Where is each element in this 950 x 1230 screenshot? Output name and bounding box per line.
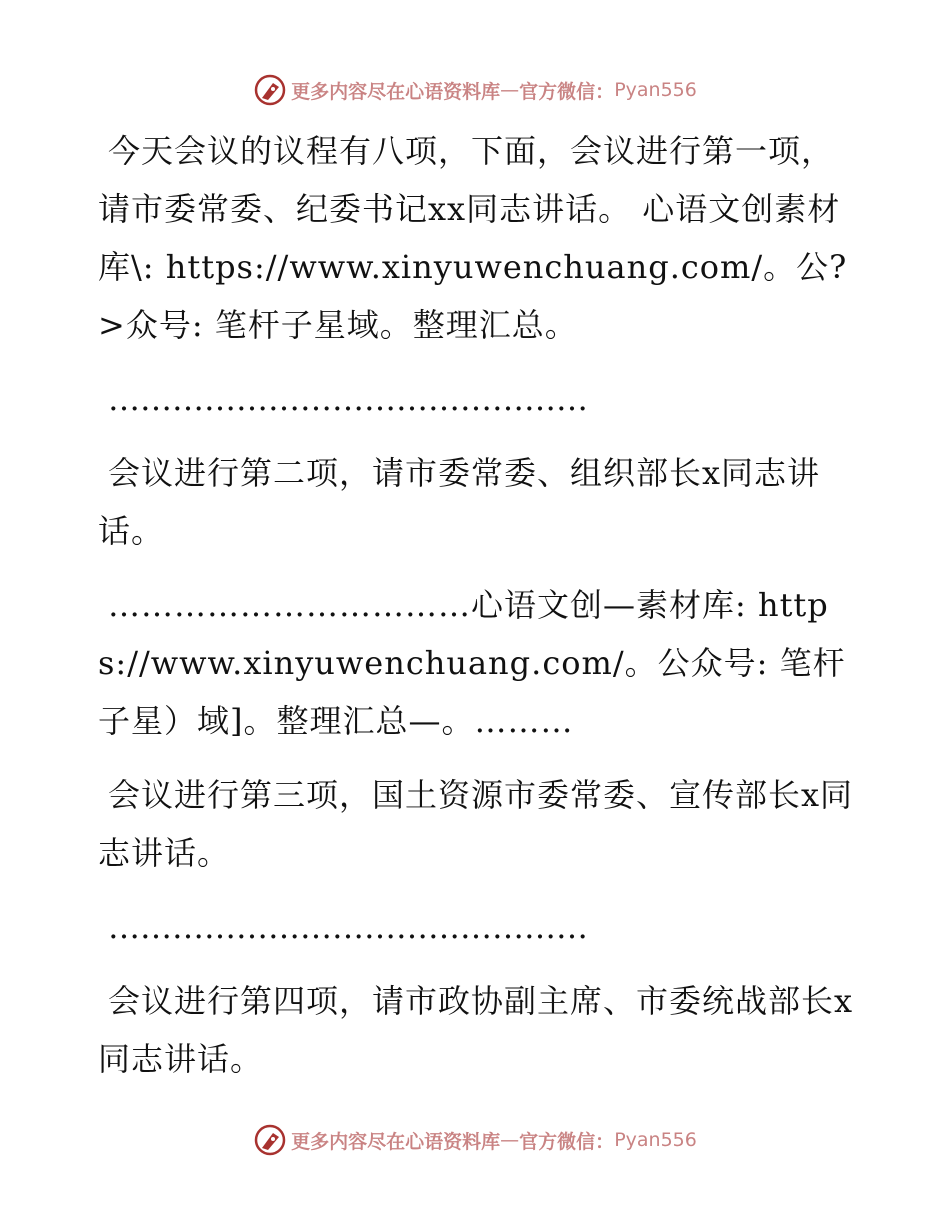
pen-nib-logo-icon [253, 73, 287, 107]
paragraph-agenda-item-1: 今天会议的议程有八项，下面，会议进行第一项，请市委常委、纪委书记xx同志讲话。 心语文创素材库\: https://www.xinyuwenchuang.com/。公?>众号: 笔杆子星域。整理汇总。 [98, 132, 848, 344]
pen-nib-logo-icon [253, 1123, 287, 1157]
ellipsis-separator-2: ……………………………………… [108, 908, 588, 946]
document-body [98, 122, 858, 1104]
ellipsis-separator-1: ……………………………………… [108, 380, 588, 418]
header-wechat-prefix: 官方微信： [519, 80, 615, 103]
paragraph-agenda-item-2: 会议进行第二项，请市委常委、组织部长x同志讲话。 [98, 454, 821, 550]
footer-wechat-id: Pyan556 [614, 1129, 697, 1151]
header-wechat-id: Pyan556 [614, 79, 697, 101]
paragraph-agenda-item-3: 会议进行第三项，国土资源市委常委、宣传部长x同志讲话。 [98, 776, 854, 872]
footer-watermark [0, 1120, 950, 1160]
footer-slogan: 更多内容尽在心语资料库 [291, 1130, 501, 1153]
header-slogan: 更多内容尽在心语资料库 [291, 80, 501, 103]
paragraph-agenda-note: ……………………………心语文创—素材库: https://www.xinyuwenchuang.com/。公众号: 笔杆子星）域]。整理汇总—。……… [98, 586, 846, 740]
footer-dash: — [500, 1129, 520, 1151]
footer-wechat-prefix: 官方微信： [519, 1130, 615, 1153]
paragraph-agenda-item-4: 会议进行第四项，请市政协副主席、市委统战部长x同志讲话。 [98, 982, 854, 1078]
header-watermark [0, 70, 950, 110]
header-dash: — [500, 79, 520, 101]
